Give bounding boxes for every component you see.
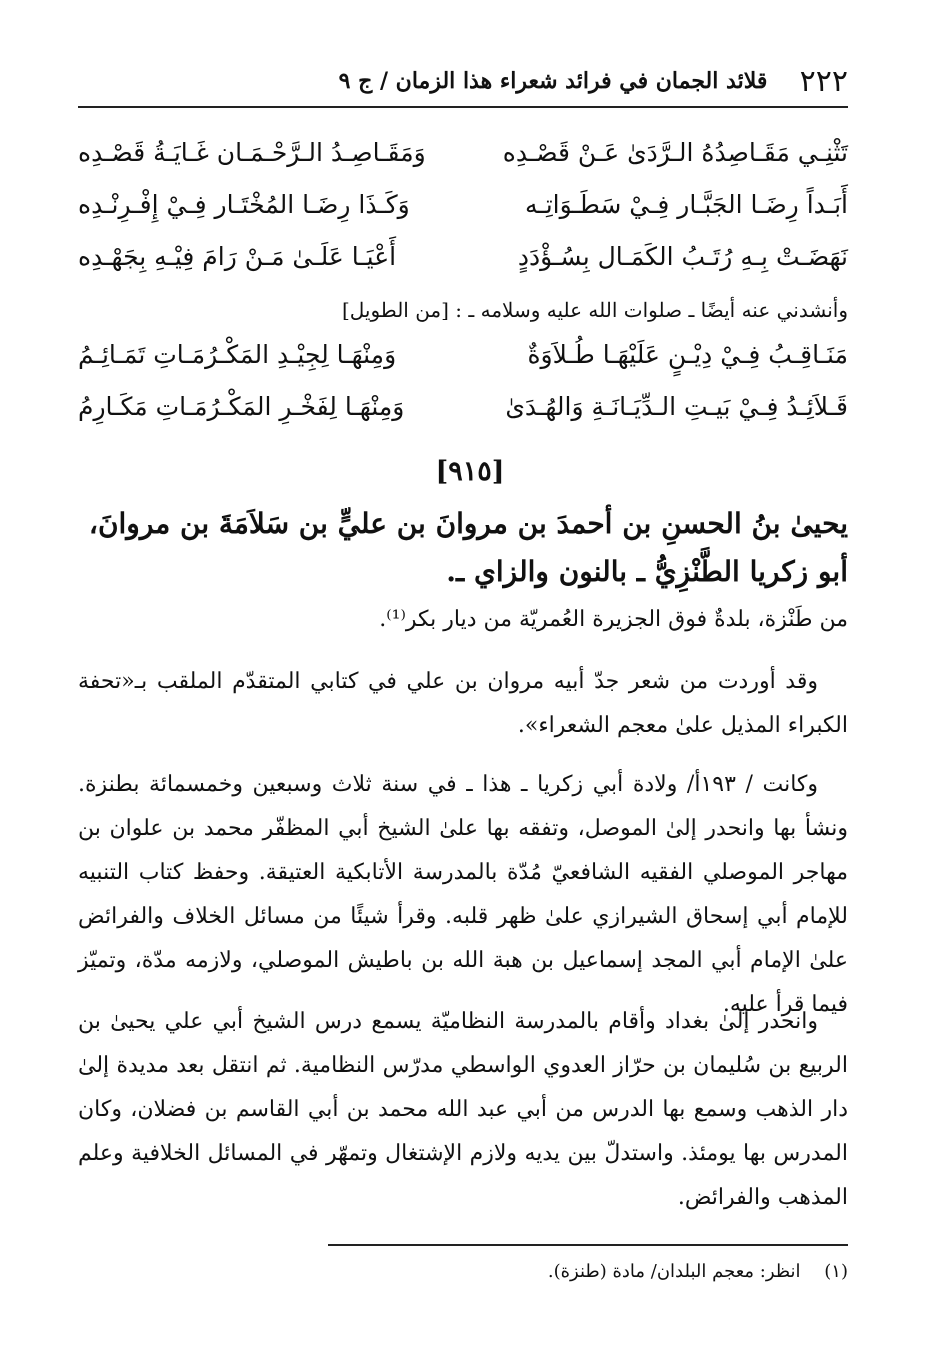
footnote-divider [328,1244,848,1246]
paragraph: من طَنْزة، بلدةٌ فوق الجزيرة العُمريّة من ديار بكر⁽¹⁾. [379,607,848,632]
verse [78,392,848,444]
poem-kamil [78,138,848,294]
footnote-number: (١) [824,1261,848,1282]
first-hemistich: أَبَـداً رِضَـا الجَبَّـار فِـيْ سَطَـوَاتِـه [524,190,848,219]
first-hemistich: مَنَـاقِـبُ فِـيْ دِيْـنٍ عَلَيْهَـا طُـلاَوَةٌ [527,340,848,369]
poem-intro: وأنشدني عنه أيضًا ـ صلوات الله عليه وسلامه ـ : [من الطويل] [341,298,848,322]
second-hemistich: وَمَقَـاصِـدُ الـرَّحْـمَـان غَـايَـةُ قَصْـدِه [78,138,426,167]
paragraph: وانحدر إلىٰ بغداد وأقام بالمدرسة النظاميّة يسمع درس الشيخ أبي علي يحيىٰ بن الربيع بن سُليمان بن حرّاز العدوي الواسطي مدرّس النظامية. ثم انتقل بعد مديدة إلىٰ دار الذهب وسمع بها الدرس من أبي عبد الله محمد بن أبي القاسم بن فضلان، وكان المدرس بها يومئذ. واستدلّ بين يديه ولازم الإشتغال وتمهّر في المسائل الخلافية وعلم المذهب والفرائض. [78,1009,848,1210]
first-hemistich: نَهَضَـتْ بِـهِ رُتَـبُ الكَمَـال بِسُـؤْدَدٍ [517,242,848,271]
footnote [78,1261,848,1282]
verse [78,190,848,242]
page-number: ٢٢٢ [799,64,848,99]
entry-title [78,500,848,596]
poem-tawil [78,340,848,444]
entry-title-line: يحيىٰ بنُ الحسنِ بن أحمدَ بن مروانَ بن عليٍّ بن سَلاَمَةَ بن مروانَ، [88,507,848,540]
verse [78,138,848,190]
second-hemistich: أَعْيَـا عَلَـىٰ مَـنْ رَامَ فِيْـهِ بِجَهْـدِه [78,242,397,271]
entry-title-line: أبو زكريا الطَّنْزِيُّ ـ بالنون والزاي ـ. [446,555,848,588]
footnote-text: انظر: معجم البلدان/ مادة (طنزة). [547,1261,801,1282]
first-hemistich: تَثْنِـي مَقَـاصِدُهُ الـرَّدَىٰ عَـنْ قَصْـدِه [502,138,848,167]
entry-number: [٩١٥] [435,456,505,487]
second-hemistich: وَمِنْهَـا لِجِيْـدِ المَكْـرُمَـاتِ تَمَـائِـمُ [78,340,397,369]
second-hemistich: وَمِنْهَـا لِفَخْـرِ المَكْـرُمَـاتِ مَكَـارِمُ [78,392,405,421]
running-title: قلائد الجمان في فرائد شعراء هذا الزمان / ج ٩ [338,68,768,94]
first-hemistich: قَـلاَئِـدُ فِـيْ بَيـتِ الـدِّيَـانَـةِ وَالهُـدَىٰ [505,392,848,421]
verse [78,340,848,392]
paragraph: وكانت / ١٩٣أ/ ولادة أبي زكريا ـ هذا ـ في سنة ثلاث وسبعين وخمسمائة بطنزة. ونشأ بها وانحدر إلىٰ الموصل، وتفقه بها علىٰ الشيخ أبي المظفّر محمد بن علوان بن مهاجر الموصلي الفقيه الشافعيّ مُدّة بالمدرسة الأتابكية العتيقة. وحفظ كتاب التنبيه للإمام أبي إسحاق الشيرازي علىٰ ظهر قلبه. وقرأ شيئًا من مسائل الخلاف والفرائض علىٰ الإمام أبي المجد إسماعيل بن هبة الله بن باطيش الموصلي، ولازمه مدّة، وتميّز فيما قرأ عليه. [78,772,848,1017]
verse [78,242,848,294]
page-header [78,62,848,108]
paragraph: وقد أوردت من شعر جدّ أبيه مروان بن علي في كتابي المتقدّم الملقب بـ«تحفة الكبراء المذيل علىٰ معجم الشعراء». [78,669,848,738]
second-hemistich: وَكَـذَا رِضَـا المُخْتَـار فِـيْ إِفْـرِنْـدِه [78,190,410,219]
